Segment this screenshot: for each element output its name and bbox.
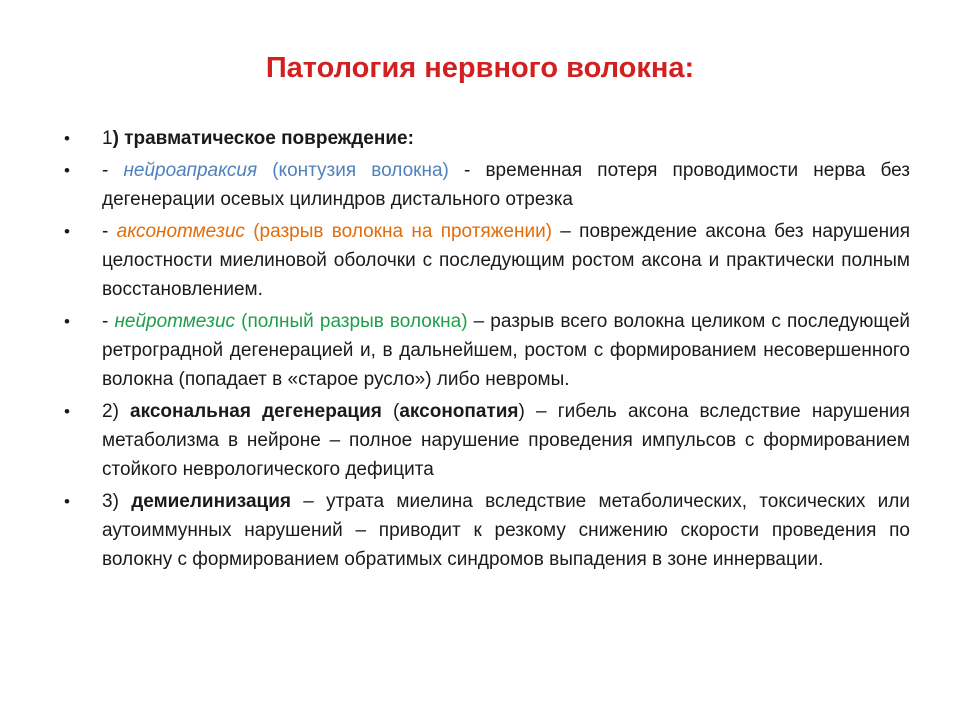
- bullet-icon: •: [64, 129, 70, 148]
- item-number: 3): [102, 491, 132, 512]
- item-text: - временная потеря проводимости нерва без дегенерации осевых цилиндров дистального отрезка: [102, 160, 910, 210]
- item-text: ) – гибель аксона вследствие нарушения метаболизма в нейроне – полное нарушение проведения импульсов с формированием стойкого неврологического дефицита: [102, 401, 910, 480]
- bullet-icon: •: [64, 222, 70, 241]
- list-item-axonal-degeneration: [64, 397, 910, 484]
- item-text: (: [381, 401, 400, 422]
- term-axonopathy: аксонопатия: [399, 401, 519, 422]
- bullet-icon: •: [64, 492, 70, 511]
- item-heading: ) травматическое повреждение:: [112, 128, 414, 149]
- term-neuropraxia: нейроапраксия: [123, 160, 258, 181]
- list-item-trauma: [64, 124, 910, 153]
- term-paren: (полный разрыв волокна): [235, 311, 468, 332]
- item-text: – повреждение аксона без нарушения целостности миелиновой оболочки с последующим ростом аксона и практически полным восстановлением.: [102, 221, 911, 300]
- item-text: – разрыв всего волокна целиком с последующей ретроградной дегенерацией и, в дальнейшем, ростом с формированием несовершенного волокна (попадает в «старое русло») либо невромы.: [102, 311, 911, 390]
- slide-title: Патология нервного волокна:: [265, 52, 695, 84]
- term-neurotmesis: нейротмезис: [114, 311, 236, 332]
- item-prefix: -: [102, 311, 115, 332]
- item-prefix: -: [102, 221, 117, 242]
- term-paren: (разрыв волокна на протяжении): [244, 221, 553, 242]
- bullet-icon: •: [64, 312, 70, 331]
- content-list: [64, 124, 910, 577]
- item-number: 2): [102, 401, 131, 422]
- list-item-neuropraxia: [64, 156, 910, 214]
- term-paren: (контузия волокна): [257, 160, 449, 181]
- bullet-icon: •: [64, 402, 70, 421]
- term-demyelination: демиелинизация: [131, 491, 291, 512]
- list-item-axonotmesis: [64, 217, 910, 304]
- term-axonotmesis: аксонотмезис: [116, 221, 245, 242]
- term-axonal-degeneration: аксональная дегенерация: [130, 401, 382, 422]
- bullet-icon: •: [64, 161, 70, 180]
- item-text: – утрата миелина вследствие метаболических, токсических или аутоиммунных нарушений – приводит к резкому снижению скорости проведения по волокну с формированием обратимых синдромов выпадения в зоне иннервации.: [102, 491, 910, 570]
- item-prefix: -: [102, 160, 124, 181]
- item-number: 1: [102, 128, 113, 149]
- list-item-demyelination: [64, 487, 910, 574]
- list-item-neurotmesis: [64, 307, 910, 394]
